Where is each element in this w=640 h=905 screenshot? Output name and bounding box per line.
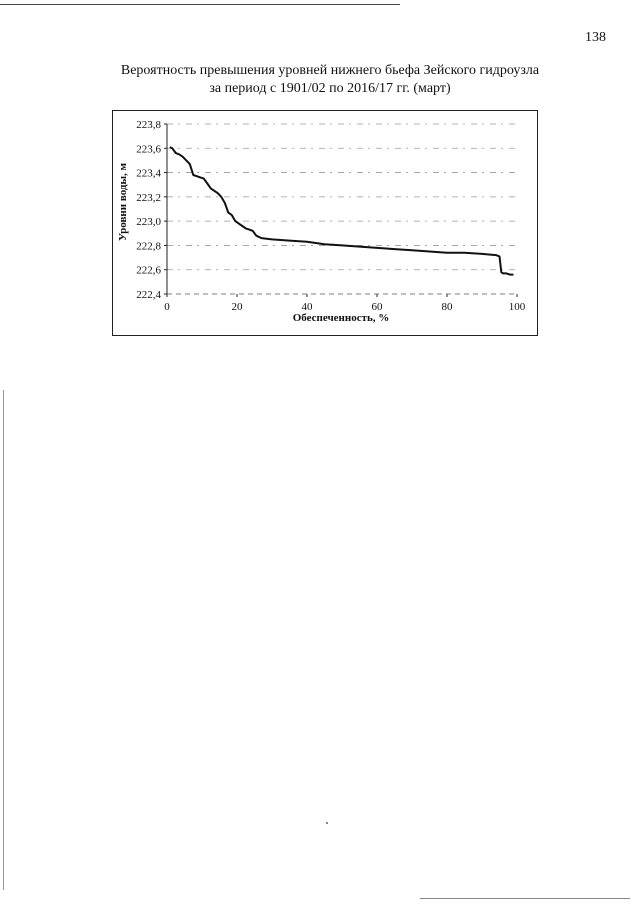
- y-tick-label: 223,8: [136, 119, 161, 131]
- chart-series: [170, 147, 514, 275]
- x-tick-label: 60: [371, 301, 383, 313]
- y-tick-label: 223,2: [136, 191, 161, 204]
- x-tick-label: 20: [231, 301, 243, 313]
- y-tick-label: 222,8: [136, 240, 161, 253]
- y-tick-labels: [136, 119, 161, 301]
- page-number: 138: [585, 30, 606, 45]
- x-axis-label: Обеспеченность, %: [292, 312, 390, 324]
- page-top-rule: [0, 4, 400, 5]
- y-tick-label: 222,4: [136, 289, 161, 301]
- page-left-rule: [3, 390, 4, 890]
- x-tick-label: 0: [164, 301, 170, 313]
- chart-axes: [164, 124, 517, 297]
- series-line: [170, 147, 514, 275]
- scan-speck: [326, 822, 328, 824]
- x-tick-label: 80: [441, 301, 453, 313]
- page-bottom-rule: [420, 898, 630, 899]
- x-tick-label: 40: [301, 301, 313, 313]
- x-tick-label: 100: [508, 301, 526, 313]
- y-tick-label: 223,6: [136, 143, 161, 156]
- y-tick-label: 223,4: [136, 167, 161, 180]
- chart-title-line-1: Вероятность превышения уровней нижнего бьефа Зейского гидроузла: [120, 63, 540, 78]
- y-axis-label: Уровни воды, м: [117, 162, 129, 242]
- chart-svg: [113, 111, 537, 335]
- chart-frame: [112, 110, 538, 336]
- y-tick-label: 223,0: [136, 216, 161, 229]
- y-tick-label: 222,6: [136, 264, 161, 277]
- chart-title: [110, 62, 550, 98]
- chart-title-line-2: за период с 1901/02 по 2016/17 гг. (март): [209, 81, 451, 96]
- chart-grid: [167, 124, 517, 270]
